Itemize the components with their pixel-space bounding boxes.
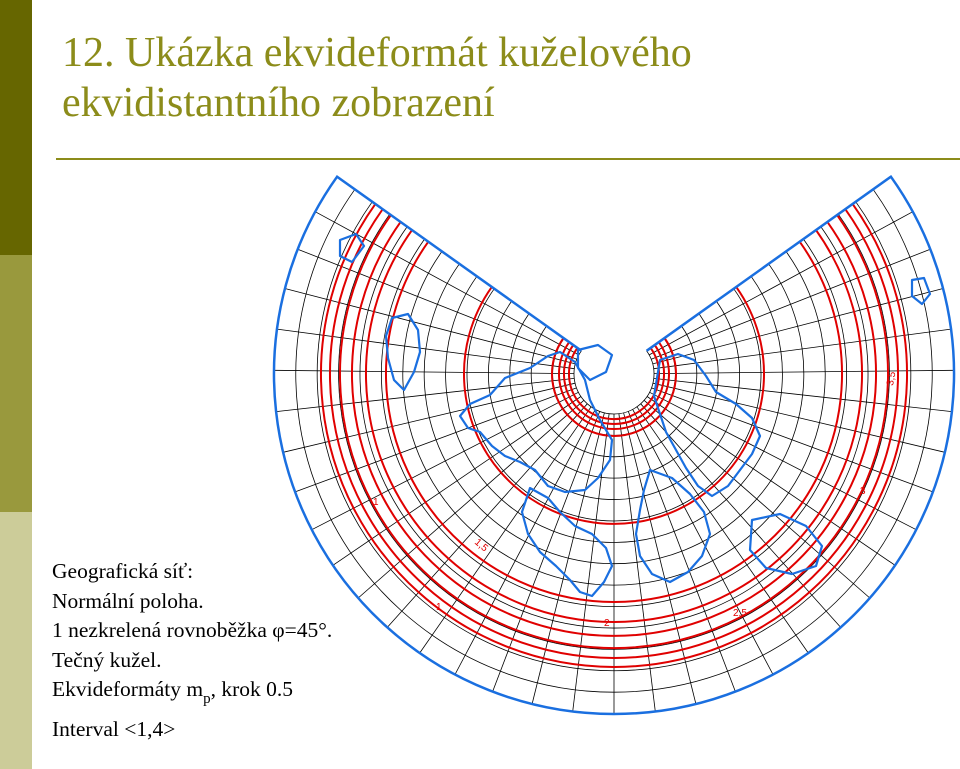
title-line-1: 12. Ukázka ekvideformát kuželového <box>62 30 692 76</box>
info-line-2: Normální poloha. <box>52 588 204 613</box>
isoline-label-1-bottom: 1 <box>436 602 442 613</box>
isoline-label-3: 3 <box>860 486 866 497</box>
meridian-line <box>312 392 579 529</box>
info-line-5 <box>52 675 332 715</box>
meridian-line <box>653 289 943 364</box>
info-line-1: Geografická síť: <box>52 559 194 583</box>
projection-info <box>52 557 332 744</box>
title-line-2: ekvidistantního zobrazení <box>62 80 495 126</box>
meridian-line <box>283 383 575 452</box>
info-line-5-prefix: Ekvideformáty m <box>52 677 204 701</box>
meridian-line <box>420 407 591 653</box>
meridian-line <box>637 407 808 653</box>
info-line-5-subscript: p <box>203 691 211 707</box>
meridian-line <box>285 289 575 364</box>
meridian-line <box>653 383 945 452</box>
meridian-line <box>532 413 604 704</box>
info-line-3: 1 nezkrelená rovnoběžka φ=45°. <box>52 618 333 642</box>
isoline-label-3-5: 3,5 <box>885 370 899 387</box>
isoline-label-2-5: 2,5 <box>733 608 747 619</box>
info-line-6: Interval <1,4> <box>52 716 176 741</box>
isoline <box>569 348 659 419</box>
meridian-line <box>650 392 917 529</box>
meridian-line <box>624 413 696 704</box>
isoline-label-2: 2 <box>604 618 610 629</box>
info-line-4: Tečný kužel. <box>52 647 162 672</box>
info-line-5-suffix: , krok 0.5 <box>210 677 293 701</box>
isoline-label-1-5: 1,5 <box>472 536 490 555</box>
isoline-label-1-left: 1 <box>373 497 379 508</box>
